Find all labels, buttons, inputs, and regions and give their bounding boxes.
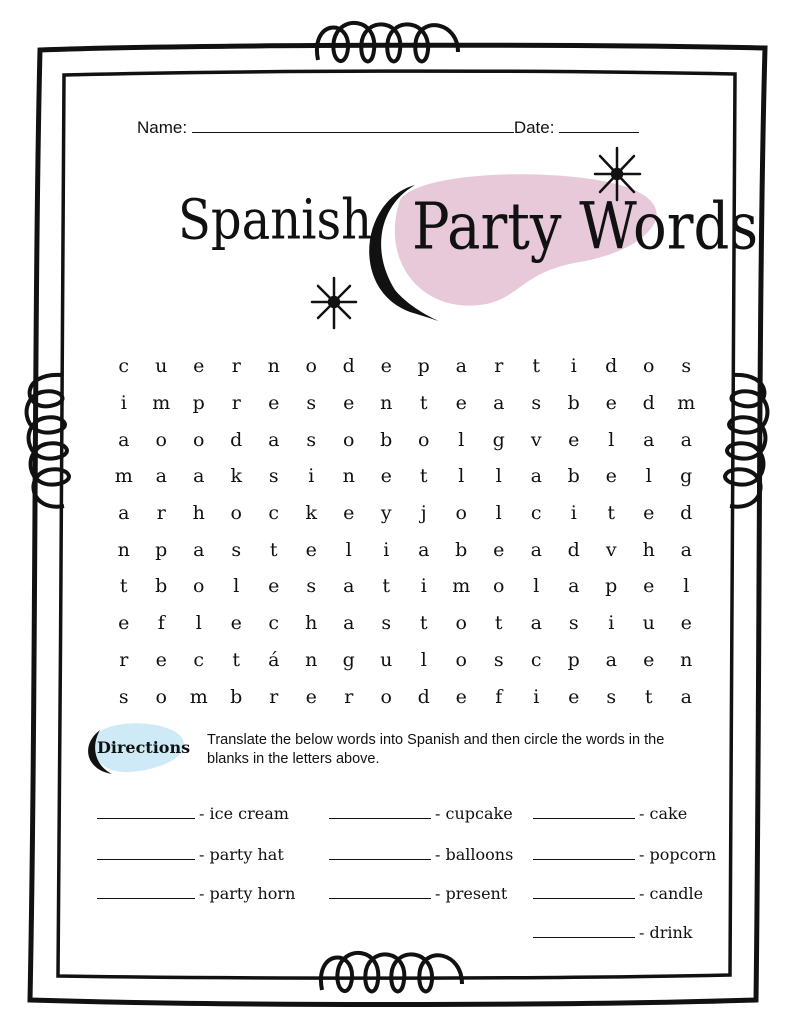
grid-letter[interactable]: a — [530, 465, 542, 488]
grid-letter[interactable]: l — [458, 465, 465, 488]
grid-letter[interactable]: f — [495, 685, 503, 708]
grid-letter[interactable]: e — [343, 392, 355, 415]
grid-letter[interactable]: e — [343, 502, 355, 525]
grid-letter[interactable]: n — [305, 648, 318, 671]
grid-letter[interactable]: a — [568, 575, 580, 598]
grid-letter[interactable]: o — [455, 612, 467, 635]
grid-letter[interactable]: p — [567, 648, 580, 671]
grid-letter[interactable]: e — [305, 538, 317, 561]
vocab-label: - cake — [639, 804, 688, 823]
vocab-label: - party horn — [199, 884, 296, 903]
grid-letter[interactable]: e — [230, 612, 242, 635]
grid-letter[interactable]: f — [157, 612, 165, 635]
grid-letter[interactable]: e — [643, 648, 655, 671]
grid-letter[interactable]: s — [118, 685, 129, 708]
grid-letter[interactable]: l — [345, 538, 352, 561]
grid-letter[interactable]: i — [570, 355, 577, 378]
grid-letter[interactable]: d — [567, 538, 580, 561]
grid-letter[interactable]: l — [420, 648, 427, 671]
grid-letter[interactable]: e — [605, 392, 617, 415]
grid-letter[interactable]: a — [193, 538, 205, 561]
answer-blank[interactable] — [329, 806, 431, 819]
grid-letter[interactable]: t — [532, 355, 541, 378]
grid-letter[interactable]: k — [230, 465, 242, 488]
grid-letter[interactable]: l — [683, 575, 690, 598]
grid-letter[interactable]: l — [458, 428, 465, 451]
grid-letter[interactable]: y — [380, 502, 392, 525]
grid-letter[interactable]: a — [680, 685, 692, 708]
grid-letter[interactable]: o — [455, 502, 467, 525]
grid-letter[interactable]: a — [118, 428, 130, 451]
vocab-label: - cupcake — [435, 804, 513, 823]
grid-letter[interactable]: t — [644, 685, 653, 708]
grid-letter[interactable]: k — [305, 502, 317, 525]
grid-letter[interactable]: e — [568, 428, 580, 451]
grid-letter[interactable]: t — [119, 575, 128, 598]
word-search-grid — [105, 348, 705, 715]
grid-letter[interactable]: i — [570, 502, 577, 525]
vocab-label: - party hat — [199, 845, 284, 864]
grid-letter[interactable]: s — [681, 355, 692, 378]
grid-letter[interactable]: g — [492, 428, 505, 451]
grid-row — [105, 642, 705, 679]
grid-letter[interactable]: p — [192, 392, 205, 415]
grid-letter[interactable]: s — [568, 612, 579, 635]
grid-row — [105, 678, 705, 715]
grid-letter[interactable]: s — [306, 428, 317, 451]
grid-letter[interactable]: a — [530, 538, 542, 561]
directions-text: Translate the below words into Spanish and then circle the words in the blanks in the letters above. — [207, 732, 665, 767]
grid-row — [105, 421, 705, 458]
vocab-item — [97, 845, 284, 864]
directions-label: Directions — [97, 738, 191, 757]
grid-letter[interactable]: o — [343, 428, 355, 451]
grid-letter[interactable]: m — [452, 575, 471, 598]
grid-letter[interactable]: i — [308, 465, 315, 488]
grid-letter[interactable]: e — [493, 538, 505, 561]
grid-letter[interactable]: e — [643, 502, 655, 525]
grid-letter[interactable]: e — [680, 612, 692, 635]
vocab-label: - present — [435, 884, 508, 903]
grid-letter[interactable]: b — [230, 685, 243, 708]
grid-letter[interactable]: d — [642, 392, 655, 415]
grid-letter[interactable]: o — [155, 685, 167, 708]
grid-letter[interactable]: c — [193, 648, 205, 671]
grid-letter[interactable]: i — [420, 575, 427, 598]
grid-letter[interactable]: l — [645, 465, 652, 488]
grid-letter[interactable]: e — [455, 685, 467, 708]
grid-letter[interactable]: e — [118, 612, 130, 635]
answer-blank[interactable] — [329, 847, 431, 860]
grid-letter[interactable]: r — [156, 502, 166, 525]
grid-letter[interactable]: j — [420, 502, 427, 525]
grid-letter[interactable]: l — [533, 575, 540, 598]
answer-blank[interactable] — [533, 886, 635, 899]
vocab-label: - drink — [639, 923, 693, 942]
grid-letter[interactable]: s — [381, 612, 392, 635]
grid-letter[interactable]: e — [155, 648, 167, 671]
grid-row — [105, 495, 705, 532]
vocab-item — [329, 845, 513, 864]
grid-letter[interactable]: a — [493, 392, 505, 415]
grid-letter[interactable]: o — [418, 428, 430, 451]
grid-letter[interactable]: r — [344, 685, 354, 708]
grid-letter[interactable]: a — [530, 612, 542, 635]
grid-letter[interactable]: o — [193, 575, 205, 598]
grid-letter[interactable]: r — [119, 648, 129, 671]
grid-letter[interactable]: i — [120, 392, 127, 415]
vocab-item — [329, 884, 507, 903]
grid-letter[interactable]: e — [193, 355, 205, 378]
grid-letter[interactable]: s — [306, 392, 317, 415]
grid-row — [105, 348, 705, 385]
grid-letter[interactable]: b — [455, 538, 468, 561]
grid-letter[interactable]: n — [117, 538, 130, 561]
grid-letter[interactable]: c — [268, 502, 280, 525]
answer-blank[interactable] — [97, 847, 195, 860]
grid-letter[interactable]: a — [118, 502, 130, 525]
answer-blank[interactable] — [97, 886, 195, 899]
grid-letter[interactable]: u — [155, 355, 168, 378]
grid-letter[interactable]: a — [268, 428, 280, 451]
grid-letter[interactable]: u — [380, 648, 393, 671]
grid-letter[interactable]: l — [195, 612, 202, 635]
grid-letter[interactable]: l — [233, 575, 240, 598]
vocab-label: - balloons — [435, 845, 514, 864]
grid-letter[interactable]: h — [642, 538, 655, 561]
grid-letter[interactable]: s — [231, 538, 242, 561]
grid-letter[interactable]: a — [455, 355, 467, 378]
vocab-item — [97, 884, 295, 903]
answer-blank[interactable] — [97, 806, 195, 819]
grid-letter[interactable]: d — [230, 428, 243, 451]
grid-letter[interactable]: d — [342, 355, 355, 378]
grid-letter[interactable]: g — [342, 648, 355, 671]
grid-letter[interactable]: g — [680, 465, 693, 488]
grid-letter[interactable]: o — [455, 648, 467, 671]
grid-letter[interactable]: d — [417, 685, 430, 708]
grid-letter[interactable]: a — [643, 428, 655, 451]
grid-letter[interactable]: s — [268, 465, 279, 488]
star-icon — [312, 278, 356, 328]
grid-row — [105, 605, 705, 642]
vocab-item — [533, 804, 687, 823]
answer-blank[interactable] — [533, 925, 635, 938]
grid-letter[interactable]: á — [268, 648, 280, 671]
grid-letter[interactable]: s — [306, 575, 317, 598]
grid-letter[interactable]: o — [230, 502, 242, 525]
vocab-label: - ice cream — [199, 804, 289, 823]
grid-letter[interactable]: v — [605, 538, 617, 561]
grid-letter[interactable]: t — [419, 392, 428, 415]
grid-letter[interactable]: r — [231, 355, 241, 378]
grid-letter[interactable]: l — [495, 465, 502, 488]
grid-letter[interactable]: u — [642, 612, 655, 635]
grid-letter[interactable]: n — [267, 355, 280, 378]
grid-letter[interactable]: e — [380, 355, 392, 378]
grid-letter[interactable]: m — [114, 465, 133, 488]
grid-letter[interactable]: t — [494, 612, 503, 635]
grid-letter[interactable]: b — [567, 392, 580, 415]
grid-letter[interactable]: c — [530, 648, 542, 671]
vocab-item — [533, 884, 703, 903]
grid-letter[interactable]: e — [605, 465, 617, 488]
grid-letter[interactable]: e — [305, 685, 317, 708]
grid-letter[interactable]: t — [607, 502, 616, 525]
vocab-item — [533, 923, 693, 942]
grid-letter[interactable]: l — [608, 428, 615, 451]
grid-letter[interactable]: h — [305, 612, 318, 635]
top-swirl-icon — [317, 23, 458, 62]
grid-letter[interactable]: t — [269, 538, 278, 561]
grid-letter[interactable]: h — [192, 502, 205, 525]
grid-letter[interactable]: c — [268, 612, 280, 635]
grid-letter[interactable]: p — [417, 355, 430, 378]
name-label: Name: — [137, 118, 188, 137]
answer-blank[interactable] — [533, 806, 635, 819]
grid-letter[interactable]: p — [605, 575, 618, 598]
grid-letter[interactable]: a — [418, 538, 430, 561]
date-label: Date: — [513, 118, 555, 137]
grid-letter[interactable]: m — [189, 685, 208, 708]
grid-letter[interactable]: b — [567, 465, 580, 488]
grid-letter[interactable]: e — [380, 465, 392, 488]
grid-letter[interactable]: a — [343, 612, 355, 635]
vocab-label: - popcorn — [639, 845, 717, 864]
grid-letter[interactable]: t — [382, 575, 391, 598]
grid-letter[interactable]: e — [268, 392, 280, 415]
grid-letter[interactable]: o — [155, 428, 167, 451]
name-field[interactable] — [192, 118, 514, 133]
grid-letter[interactable]: a — [605, 648, 617, 671]
grid-letter[interactable]: r — [231, 392, 241, 415]
grid-letter[interactable]: v — [530, 428, 542, 451]
grid-letter[interactable]: a — [680, 538, 692, 561]
grid-letter[interactable]: o — [193, 428, 205, 451]
grid-letter[interactable]: t — [419, 465, 428, 488]
title-spanish: Spanish — [178, 188, 373, 253]
vocab-item — [97, 804, 289, 823]
grid-letter[interactable]: r — [494, 355, 504, 378]
grid-letter[interactable]: i — [533, 685, 540, 708]
grid-letter[interactable]: a — [155, 465, 167, 488]
grid-letter[interactable]: r — [269, 685, 279, 708]
vocab-item — [533, 845, 716, 864]
grid-letter[interactable]: e — [643, 575, 655, 598]
grid-letter[interactable]: n — [680, 648, 693, 671]
grid-letter[interactable]: e — [568, 685, 580, 708]
grid-row — [105, 531, 705, 568]
answer-blank[interactable] — [533, 847, 635, 860]
grid-letter[interactable]: p — [155, 538, 168, 561]
grid-letter[interactable]: t — [419, 612, 428, 635]
grid-letter[interactable]: a — [680, 428, 692, 451]
grid-letter[interactable]: b — [155, 575, 168, 598]
grid-letter[interactable]: s — [493, 648, 504, 671]
grid-row — [105, 458, 705, 495]
vocab-item — [329, 804, 513, 823]
grid-letter[interactable]: i — [383, 538, 390, 561]
grid-letter[interactable]: o — [380, 685, 392, 708]
grid-letter[interactable]: m — [677, 392, 696, 415]
grid-letter[interactable]: s — [531, 392, 542, 415]
title-party-words: Party Words — [412, 190, 759, 265]
grid-letter[interactable]: o — [643, 355, 655, 378]
grid-letter[interactable]: i — [608, 612, 615, 635]
grid-letter[interactable]: o — [305, 355, 317, 378]
grid-letter[interactable]: c — [118, 355, 130, 378]
date-field[interactable] — [559, 118, 639, 133]
vocab-label: - candle — [639, 884, 704, 903]
grid-letter[interactable]: a — [193, 465, 205, 488]
bottom-swirl-icon — [321, 953, 462, 992]
grid-row — [105, 385, 705, 422]
grid-letter[interactable]: o — [493, 575, 505, 598]
grid-letter[interactable]: n — [342, 465, 355, 488]
grid-letter[interactable]: c — [530, 502, 542, 525]
grid-row — [105, 568, 705, 605]
answer-blank[interactable] — [329, 886, 431, 899]
grid-letter[interactable]: e — [455, 392, 467, 415]
grid-letter[interactable]: n — [380, 392, 393, 415]
grid-letter[interactable]: t — [232, 648, 241, 671]
grid-letter[interactable]: e — [268, 575, 280, 598]
grid-letter[interactable]: a — [343, 575, 355, 598]
grid-letter[interactable]: l — [495, 502, 502, 525]
grid-letter[interactable]: s — [606, 685, 617, 708]
grid-letter[interactable]: d — [680, 502, 693, 525]
name-date-line — [137, 118, 639, 138]
grid-letter[interactable]: m — [152, 392, 171, 415]
grid-letter[interactable]: b — [380, 428, 393, 451]
grid-letter[interactable]: d — [605, 355, 618, 378]
